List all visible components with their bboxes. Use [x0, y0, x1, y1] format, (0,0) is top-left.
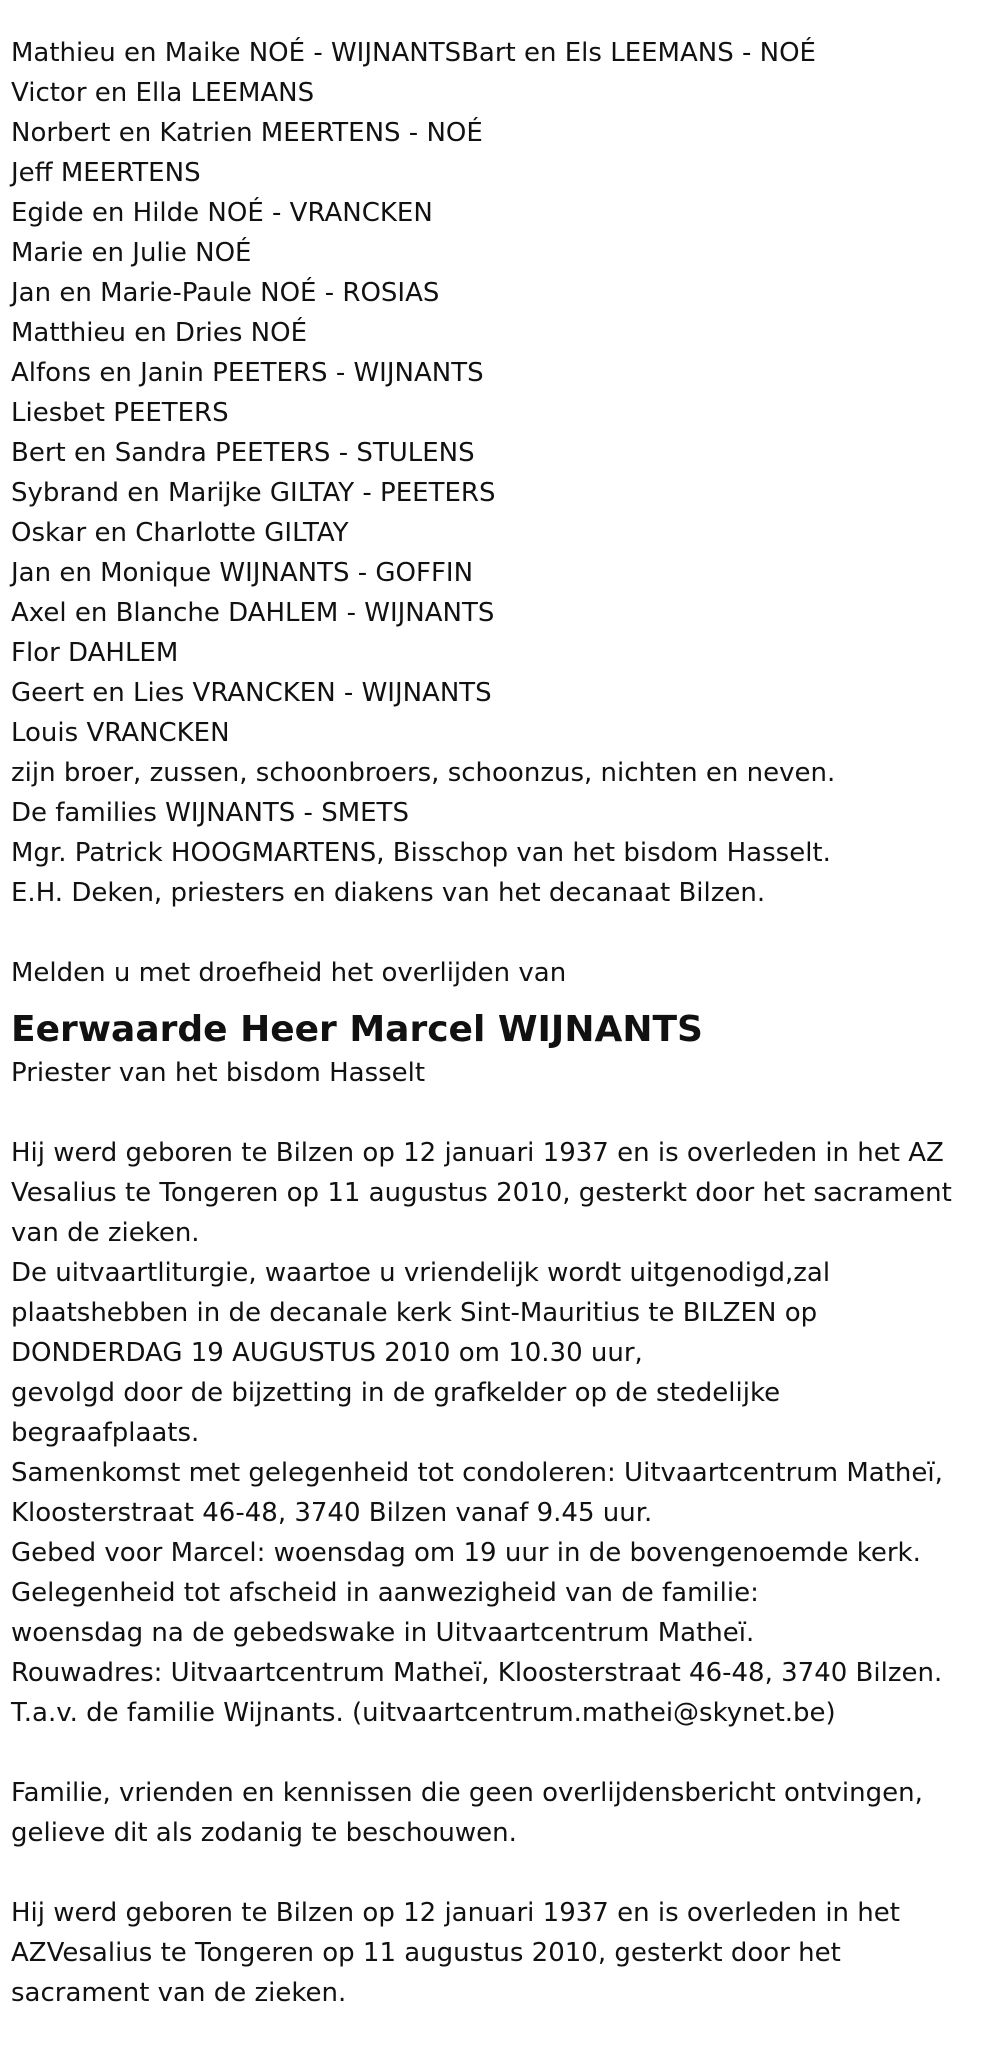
mourner-line: Marie en Julie NOÉ [11, 238, 252, 268]
mourner-line: Mgr. Patrick HOOGMARTENS, Bisschop van het bisdom Hasselt. [11, 838, 831, 868]
mourner-line: Bert en Sandra PEETERS - STULENS [11, 438, 475, 468]
notice-line: gelieve dit als zodanig te beschouwen. [11, 1818, 517, 1848]
spacer [11, 1853, 1000, 1893]
detail-line: plaatshebben in de decanale kerk Sint-Mauritius te BILZEN op [11, 1298, 818, 1328]
mourner-line: Jeff MEERTENS [11, 158, 201, 188]
detail-line: begraafplaats. [11, 1418, 200, 1448]
notice-paragraph [11, 1773, 1000, 1853]
mourner-line: Jan en Marie-Paule NOÉ - ROSIAS [11, 278, 440, 308]
mourner-line: De families WIJNANTS - SMETS [11, 798, 409, 828]
deceased-title: Priester van het bisdom Hasselt [11, 1058, 426, 1088]
mourner-line: Egide en Hilde NOÉ - VRANCKEN [11, 198, 433, 228]
spacer [11, 1093, 1000, 1133]
deceased-name: Eerwaarde Heer Marcel WIJNANTS [11, 1009, 703, 1050]
repeat-line: AZVesalius te Tongeren op 11 augustus 2010, gesterkt door het [11, 1938, 841, 1968]
mourner-line: Geert en Lies VRANCKEN - WIJNANTS [11, 678, 492, 708]
mourner-line: Flor DAHLEM [11, 638, 179, 668]
mourner-line: Oskar en Charlotte GILTAY [11, 518, 349, 548]
detail-line: Rouwadres: Uitvaartcentrum Matheï, Kloosterstraat 46-48, 3740 Bilzen. [11, 1658, 943, 1688]
mourner-line: Axel en Blanche DAHLEM - WIJNANTS [11, 598, 495, 628]
mourner-line: Norbert en Katrien MEERTENS - NOÉ [11, 118, 483, 148]
detail-line: De uitvaartliturgie, waartoe u vriendelijk wordt uitgenodigd,zal [11, 1258, 831, 1288]
mourner-line: Louis VRANCKEN [11, 718, 230, 748]
spacer [11, 913, 1000, 953]
mourner-line: zijn broer, zussen, schoonbroers, schoonzus, nichten en neven. [11, 758, 836, 788]
detail-line: T.a.v. de familie Wijnants. (uitvaartcentrum.mathei@skynet.be) [11, 1698, 836, 1728]
mourner-line: Mathieu en Maike NOÉ - WIJNANTSBart en Els LEEMANS - NOÉ [11, 38, 816, 68]
mourners-list [11, 33, 1000, 913]
announcement-text: Melden u met droefheid het overlijden van [11, 958, 567, 988]
repeat-paragraph [11, 1893, 1000, 2013]
spacer [11, 1733, 1000, 1773]
mourner-line: E.H. Deken, priesters en diakens van het decanaat Bilzen. [11, 878, 766, 908]
repeat-line: Hij werd geboren te Bilzen op 12 januari 1937 en is overleden in het [11, 1898, 900, 1928]
detail-line: gevolgd door de bijzetting in de grafkelder op de stedelijke [11, 1378, 781, 1408]
repeat-line: sacrament van de zieken. [11, 1978, 347, 2008]
mourner-line: Jan en Monique WIJNANTS - GOFFIN [11, 558, 474, 588]
notice-line: Familie, vrienden en kennissen die geen overlijdensbericht ontvingen, [11, 1778, 923, 1808]
mourner-line: Liesbet PEETERS [11, 398, 229, 428]
mourner-line: Sybrand en Marijke GILTAY - PEETERS [11, 478, 496, 508]
detail-line: woensdag na de gebedswake in Uitvaartcentrum Matheï. [11, 1618, 755, 1648]
detail-line: Gelegenheid tot afscheid in aanwezigheid van de familie: [11, 1578, 759, 1608]
funeral-details [11, 1133, 1000, 1733]
mourner-line: Victor en Ella LEEMANS [11, 78, 315, 108]
detail-line: Samenkomst met gelegenheid tot condoleren: Uitvaartcentrum Matheï, [11, 1458, 943, 1488]
detail-line: van de zieken. [11, 1218, 200, 1248]
detail-line: Gebed voor Marcel: woensdag om 19 uur in de bovengenoemde kerk. [11, 1538, 921, 1568]
detail-line: Vesalius te Tongeren op 11 augustus 2010, gesterkt door het sacrament [11, 1178, 952, 1208]
mourner-line: Matthieu en Dries NOÉ [11, 318, 308, 348]
detail-line: Kloosterstraat 46-48, 3740 Bilzen vanaf 9.45 uur. [11, 1498, 653, 1528]
detail-line: DONDERDAG 19 AUGUSTUS 2010 om 10.30 uur, [11, 1338, 643, 1368]
mourner-line: Alfons en Janin PEETERS - WIJNANTS [11, 358, 484, 388]
detail-line: Hij werd geboren te Bilzen op 12 januari 1937 en is overleden in het AZ [11, 1138, 944, 1168]
